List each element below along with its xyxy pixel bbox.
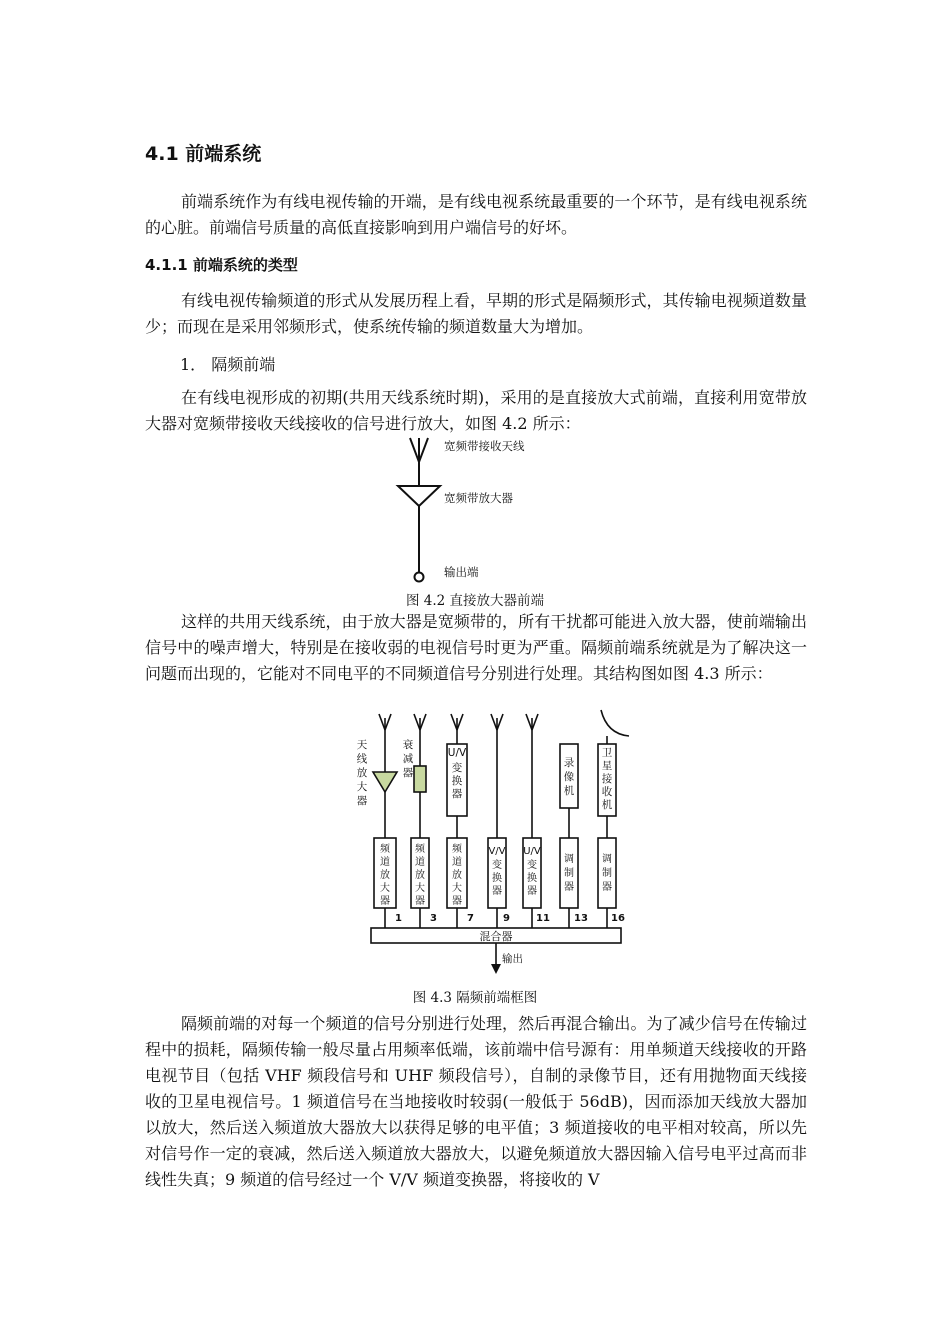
- intro-paragraph: 前端系统作为有线电视传输的开端，是有线电视系统最重要的一个环节，是有线电视系统的心脏。前端信号质量的高低直接影响到用户端信号的好坏。: [145, 192, 807, 237]
- output-label: 输出端: [444, 565, 479, 579]
- channel-number: 7: [467, 913, 474, 924]
- vcr-label: 录像机: [563, 757, 575, 797]
- box-channel-amp-3: 频道放大器: [415, 844, 425, 907]
- output-label: 输出: [502, 953, 523, 965]
- box-modulator-13: 调制器: [564, 854, 574, 893]
- uv-converter-top-label: U/V 变换器: [447, 747, 467, 800]
- figure-4-2-diagram: [380, 434, 580, 586]
- figure-4-3-diagram: [345, 708, 635, 980]
- antenna-amp-label: 天线放大器: [356, 739, 368, 807]
- channel-number: 13: [574, 913, 588, 924]
- channel-number: 1: [395, 913, 402, 924]
- satellite-label: 卫星接收机: [601, 747, 613, 811]
- channel-number: 11: [536, 913, 550, 924]
- box-uv-converter: U/V 变换器: [523, 846, 541, 897]
- subsection-title: 4.1.1 前端系统的类型: [145, 256, 298, 274]
- channel-number: 3: [430, 913, 437, 924]
- channel-number: 16: [611, 913, 625, 924]
- problem-paragraph: 这样的共用天线系统，由于放大器是宽频带的，所有干扰都可能进入放大器，使前端输出信号中的噪声增大，特别是在接收弱的电视信号时更为严重。隔频前端系统就是为了解决这一问题而出现的，它能对不同电平的不同频道信号分别进行处理。其结构图如图 4.3 所示：: [145, 612, 807, 683]
- channel-number: 9: [503, 913, 510, 924]
- box-channel-amp-7: 频道放大器: [452, 844, 462, 907]
- section-title: 4.1 前端系统: [145, 143, 262, 165]
- box-modulator-16: 调制器: [602, 854, 612, 893]
- item-title: 1． 隔频前端: [180, 355, 276, 374]
- amplifier-label: 宽频带放大器: [444, 491, 513, 505]
- antenna-label: 宽频带接收天线: [444, 439, 525, 453]
- figure-4-2-caption: 图 4.2 直接放大器前端: [405, 593, 545, 609]
- mixer-label: 混合器: [479, 930, 513, 943]
- early-paragraph: 在有线电视形成的初期(共用天线系统时期)，采用的是直接放大式前端，直接利用宽带放大器对宽频带接收天线接收的信号进行放大，如图 4.2 所示：: [145, 388, 807, 433]
- box-channel-amp-1: 频道放大器: [380, 844, 390, 907]
- types-paragraph: 有线电视传输频道的形式从发展历程上看，早期的形式是隔频形式，其传输电视频道数量少；而现在是采用邻频形式，使系统传输的频道数量大为增加。: [145, 291, 807, 336]
- attenuator-label: 衰减器: [402, 739, 414, 779]
- box-vv-converter: V/V 变换器: [488, 846, 506, 897]
- process-paragraph: 隔频前端的对每一个频道的信号分别进行处理，然后再混合输出。为了减少信号在传输过程中的损耗，隔频传输一般尽量占用频率低端，该前端中信号源有：用单频道天线接收的开路电视节目（包括 VHF 频段信号和 UHF 频段信号），自制的录像节目，还有用抛物面天线接收的卫星电视信号。1 频道信号在当地接收时较弱(一般低于 56dB)，因而添加天线放大器加以放大，然后送入频道放大器放大以获得足够的电平值；3 频道接收的电平相对较高，所以先对信号作一定的衰减，然后送入频道放大器放大，以避免频道放大器因输入信号电平过高而非线性失真；9 频道的信号经过一个 V/V 频道变换器，将接收的 V: [145, 1014, 807, 1189]
- figure-4-3-caption: 图 4.3 隔频前端框图: [412, 990, 538, 1006]
